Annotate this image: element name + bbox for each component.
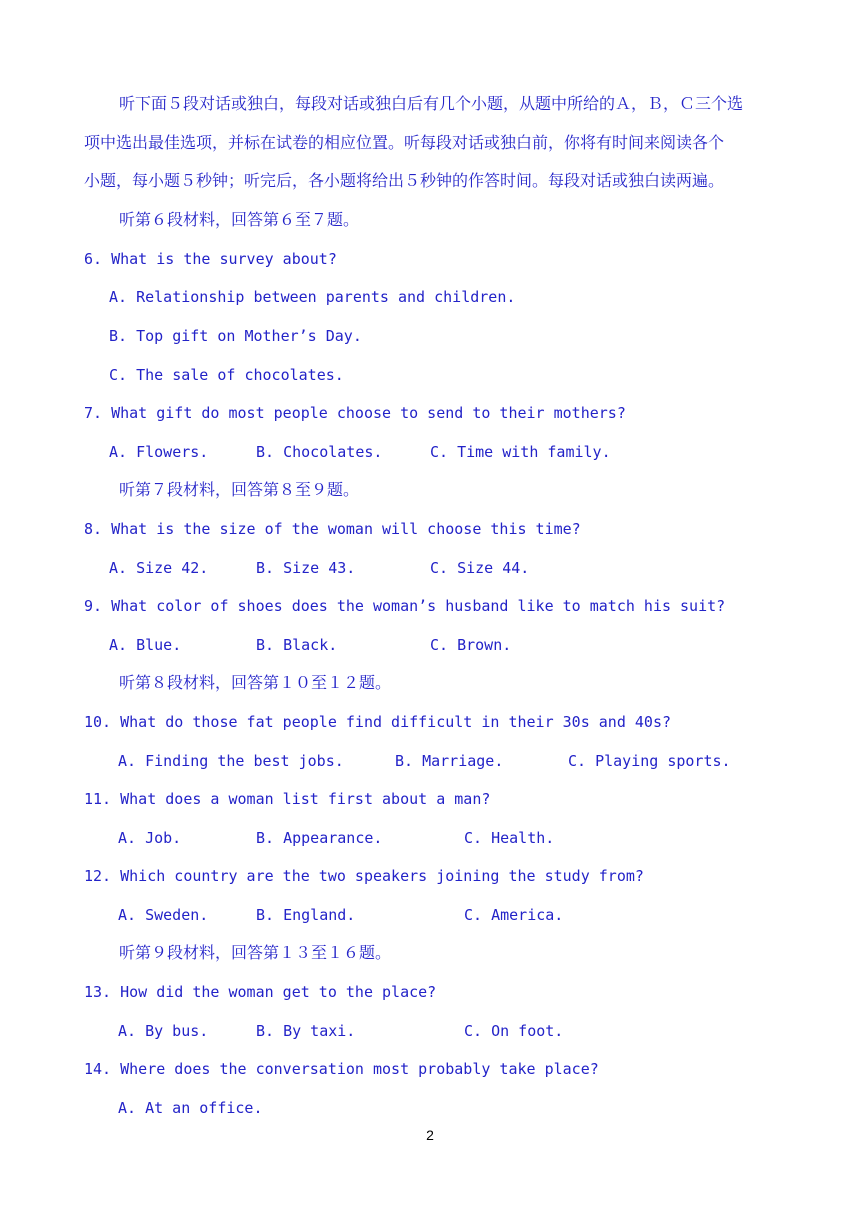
intro-line-3: 小题，每小题５秒钟；听完后，各小题将给出５秒钟的作答时间。每段对话或独白读两遍。	[84, 171, 725, 190]
option-b: B. Black.	[256, 636, 338, 654]
option-a: A. By bus.	[118, 1022, 209, 1040]
section-header: 听第６段材料，回答第６至７题。	[119, 210, 360, 229]
intro-line-2: 项中选出最佳选项，并标在试卷的相应位置。听每段对话或独白前，你将有时间来阅读各个	[84, 133, 725, 152]
option-b: B. England.	[256, 906, 356, 924]
question-stem: 8. What is the size of the woman will choose this time?	[84, 520, 581, 538]
option-c: C. Playing sports.	[568, 752, 731, 770]
question-stem: 10. What do those fat people find difficult in their 30s and 40s?	[84, 713, 671, 731]
option-a: A. Finding the best jobs.	[118, 752, 344, 770]
option-c: C. On foot.	[464, 1022, 564, 1040]
question-stem: 12. Which country are the two speakers joining the study from?	[84, 867, 644, 885]
option-c: C. Time with family.	[430, 443, 611, 461]
section-header: 听第８段材料，回答第１０至１２题。	[119, 673, 392, 692]
option-a: A. Blue.	[109, 636, 182, 654]
option-c: C. Brown.	[430, 636, 512, 654]
intro-line-1: 听下面５段对话或独白，每段对话或独白后有几个小题，从题中所给的Ａ，Ｂ，Ｃ三个选	[119, 94, 744, 113]
option-c: C. America.	[464, 906, 564, 924]
question-stem: 7. What gift do most people choose to send to their mothers?	[84, 404, 626, 422]
option-a: A. Relationship between parents and children.	[109, 288, 516, 306]
question-stem: 6. What is the survey about?	[84, 250, 337, 268]
option-a: A. At an office.	[118, 1099, 263, 1117]
section-header: 听第７段材料，回答第８至９题。	[119, 480, 360, 499]
option-a: A. Sweden.	[118, 906, 209, 924]
option-b: B. Top gift on Mother’s Day.	[109, 327, 362, 345]
option-b: B. Appearance.	[256, 829, 383, 847]
option-b: B. By taxi.	[256, 1022, 356, 1040]
option-c: C. Health.	[464, 829, 555, 847]
question-stem: 9. What color of shoes does the woman’s husband like to match his suit?	[84, 597, 726, 615]
option-b: B. Chocolates.	[256, 443, 383, 461]
page-number: 2	[426, 1127, 434, 1143]
question-stem: 14. Where does the conversation most probably take place?	[84, 1060, 599, 1078]
option-a: A. Job.	[118, 829, 182, 847]
option-a: A. Flowers.	[109, 443, 209, 461]
option-c: C. The sale of chocolates.	[109, 366, 344, 384]
section-header: 听第９段材料，回答第１３至１６题。	[119, 943, 392, 962]
option-b: B. Marriage.	[395, 752, 504, 770]
option-c: C. Size 44.	[430, 559, 530, 577]
option-b: B. Size 43.	[256, 559, 356, 577]
option-a: A. Size 42.	[109, 559, 209, 577]
question-stem: 11. What does a woman list first about a man?	[84, 790, 491, 808]
question-stem: 13. How did the woman get to the place?	[84, 983, 437, 1001]
